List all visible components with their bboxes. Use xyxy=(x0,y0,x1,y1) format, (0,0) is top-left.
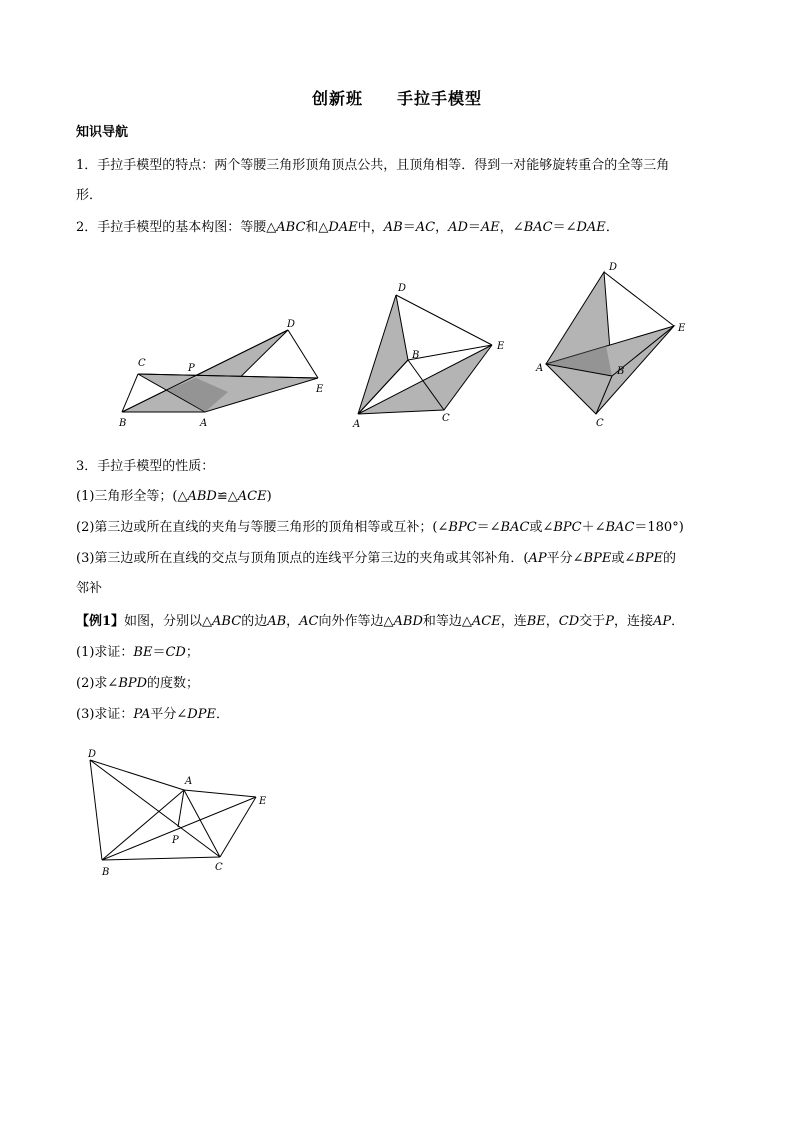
page-title xyxy=(0,86,794,109)
question-3: (3)求证：PA平分∠DPE． xyxy=(76,707,229,722)
property-2: (2)第三边或所在直线的夹角与等腰三角形的顶角相等或互补；(∠BPC＝∠BAC或∠BPC＋∠BAC＝180°) xyxy=(76,520,684,535)
paragraph-1-line2: 形． xyxy=(76,188,103,203)
fig4-label-a: A xyxy=(185,776,193,787)
fig1-label-d: D xyxy=(287,319,296,330)
fig1-label-a: A xyxy=(200,418,208,429)
fig1-label-c: C xyxy=(138,358,146,369)
fig2-label-e: E xyxy=(497,341,505,352)
question-1: (1)求证：BE＝CD； xyxy=(76,645,199,660)
fig2-label-b: B xyxy=(412,350,420,361)
fig4-label-c: C xyxy=(215,862,223,873)
paragraph-1-line1: 1．手拉手模型的特点：两个等腰三角形顶角顶点公共，且顶角相等．得到一对能够旋转重合的全等三角 xyxy=(76,158,670,173)
fig4-label-b: B xyxy=(102,867,110,878)
fig1-label-b: B xyxy=(119,418,127,429)
title-part2: 手拉手模型 xyxy=(397,89,483,108)
fig2-label-a: A xyxy=(353,419,361,430)
property-3-line2: 邻补 xyxy=(76,581,103,596)
fig3-label-b: B xyxy=(617,366,625,377)
fig2-label-c: C xyxy=(442,413,450,424)
example-tag: 【例1】 xyxy=(76,614,125,629)
fig3-label-c: C xyxy=(596,418,604,429)
paragraph-2: 2．手拉手模型的基本构图：等腰△ABC和△DAE中，AB＝AC，AD＝AE，∠BAC＝∠DAE． xyxy=(76,220,619,235)
property-3: (3)第三边或所在直线的交点与顶角顶点的连线平分第三边的夹角或其邻补角．(AP平分∠BPE或∠BPE的 xyxy=(76,551,677,566)
fig3-label-d: D xyxy=(609,262,618,273)
fig3-label-e: E xyxy=(678,323,686,334)
paragraph-3-heading: 3．手拉手模型的性质： xyxy=(76,459,215,474)
fig3-label-a: A xyxy=(536,363,544,374)
figure-2-diagram xyxy=(350,280,510,430)
figure-1-diagram xyxy=(110,315,330,430)
fig1-label-e: E xyxy=(316,384,324,395)
example-1: 【例1】如图，分别以△ABC的边AB，AC向外作等边△ABD和等边△ACE，连BE，CD交于P，连接AP． xyxy=(76,614,685,629)
fig4-label-d: D xyxy=(88,749,97,760)
title-part1: 创新班 xyxy=(311,89,363,108)
fig4-label-e: E xyxy=(259,796,267,807)
property-1: (1)三角形全等；(△ABD≌△ACE) xyxy=(76,489,272,504)
figure-example-diagram xyxy=(80,745,280,880)
fig1-label-p: P xyxy=(188,363,195,374)
figure-3-diagram xyxy=(530,255,700,430)
section-heading: 知识导航 xyxy=(76,125,129,140)
fig2-label-d: D xyxy=(398,283,407,294)
fig4-label-p: P xyxy=(172,835,179,846)
question-2: (2)求∠BPD的度数； xyxy=(76,676,200,691)
